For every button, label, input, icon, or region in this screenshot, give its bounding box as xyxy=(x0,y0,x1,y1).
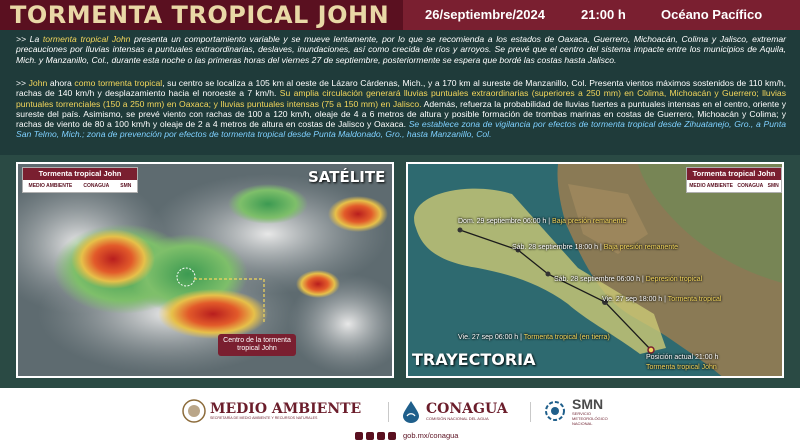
forecast-point-label: Dom. 29 septiembre 06:00 h | Baja presión remanente xyxy=(458,218,627,225)
badge-logo-smn: SMN xyxy=(120,183,132,189)
storm-center-label: Centro de la tormenta tropical John xyxy=(218,334,296,356)
youtube-icon[interactable] xyxy=(377,432,385,440)
footer-divider xyxy=(530,402,531,422)
medio-ambiente-logo xyxy=(182,398,361,424)
medio-ambiente-sub: SECRETARÍA DE MEDIO AMBIENTE Y RECURSOS NATURALES xyxy=(210,416,318,420)
trajectory-label: TRAYECTORIA xyxy=(412,350,536,369)
current-position-status: Tormenta tropical John xyxy=(646,364,717,371)
current-position-label: Posición actual 21:00 h xyxy=(646,354,719,361)
forecast-point-label: Sáb. 28 septiembre 18:00 h | Baja presión remanente xyxy=(512,244,679,251)
bulletin-text-segment: tormenta tropical John xyxy=(42,34,131,44)
satellite-label: SATÉLITE xyxy=(308,168,386,186)
social-links xyxy=(355,431,458,440)
badge-logo-smn: SMN xyxy=(767,183,779,189)
ocean-name: Océano Pacífico xyxy=(661,7,763,22)
footer-divider xyxy=(388,402,389,422)
smn-emblem-icon xyxy=(542,399,568,423)
forecast-point-label: Sáb. 28 septiembre 06:00 h | Depresión tropical xyxy=(554,276,703,283)
conagua-name: CONAGUA xyxy=(426,400,508,417)
satellite-badge-title: Tormenta tropical John xyxy=(23,168,137,180)
smn-sub: SERVICIO METEOROLÓGICO NACIONAL xyxy=(572,410,608,426)
bulletin-time: 21:00 h xyxy=(581,7,626,22)
instagram-icon[interactable] xyxy=(388,432,396,440)
forecast-point-label: Vie. 27 sep 06:00 h | Tormenta tropical (en tierra) xyxy=(458,334,610,341)
bulletin-text-segment: Su amplia circulación generará lluvias puntuales extraordinarias (superiores a 250 mm) en Colima, Michoacán y Guerrero; lluvias puntuales torrenciales (150 a 250 mm) en Oaxaca; y lluvias puntuales intensas (75 a 150 mm) en Jalisco. xyxy=(16,88,786,109)
badge-logo-conagua: CONAGUA xyxy=(737,183,764,189)
bulletin-text-segment: ahora xyxy=(47,78,75,88)
medio-ambiente-name: MEDIO AMBIENTE xyxy=(210,401,362,417)
badge-logo-medio-ambiente: MEDIO AMBIENTE xyxy=(689,183,733,189)
bulletin-text-segment: John xyxy=(28,78,48,88)
bulletin-date: 26/septiembre/2024 xyxy=(425,7,545,22)
bulletin-text-segment: , su centro se localiza a 105 km al oeste de Lázaro Cárdenas, Mich., y a 170 km al sureste de Manzanillo, Col. Presenta vientos máximos sostenidos de 110 km/h, rachas de 140 km/h y desplazamiento hacia el noroeste a 7 km/h. xyxy=(16,78,786,99)
conagua-logo xyxy=(400,398,508,424)
bulletin-text-segment: Además, refuerza la probabilidad de lluvias fuertes a puntuales intensas en el centro, oriente y sureste del país. Asimismo, se prevé viento con rachas de 100 a 120 km/h, oleaje de 4 a 6 metros de altura y posible formación de trombas marinas en costas de Guerrero, Michoacán y Colima; y rachas de viento de 80 a 100 km/h y oleaje de 2 a 4 metros de altura en costas de Jalisco y Oaxaca. xyxy=(16,98,787,130)
smn-logo xyxy=(542,395,612,426)
facebook-icon[interactable] xyxy=(355,432,363,440)
trajectory-panel xyxy=(406,162,784,378)
badge-logo-medio-ambiente: MEDIO AMBIENTE xyxy=(28,183,73,189)
trajectory-map xyxy=(408,164,784,378)
medio-ambiente-emblem-icon xyxy=(182,399,206,423)
satellite-panel xyxy=(16,162,394,378)
bulletin-text-segment: presenta un comportamiento variable y se mueve lentamente, por lo que se recomienda a los estados de Oaxaca, Guerrero, Michoacán, Colima y Jalisco, extremar precauciones por lluvias intensas a puntuales extraordinarias, deslaves, inundaciones, así como crecida de ríos y arroyos. Se prevé que el centro del sistema impacte entre los municipios de Aquila, Mich. y Manzanillo, Col., durante esta noche o las primeras horas del viernes 27 de septiembre, posteriormente se espera que bordé las costas hasta Jalisco. xyxy=(16,34,787,65)
bulletin-text-segment: >> La xyxy=(16,34,43,44)
badge-logo-conagua: CONAGUA xyxy=(83,183,110,189)
trajectory-badge xyxy=(686,167,782,193)
website-link[interactable]: gob.mx/conagua xyxy=(403,431,459,440)
trajectory-badge-logos xyxy=(687,180,781,192)
conagua-drop-icon xyxy=(400,399,422,423)
forecast-point-label: Vie. 27 sep 18:00 h | Tormenta tropical xyxy=(602,296,722,303)
x-icon[interactable] xyxy=(366,432,374,440)
bulletin-text-segment: como tormenta tropical xyxy=(74,78,163,88)
satellite-badge-logos xyxy=(23,180,137,192)
trajectory-badge-title: Tormenta tropical John xyxy=(687,168,781,180)
bulletin-paragraph-1 xyxy=(16,34,786,65)
bulletin-text-segment: Se establece zona de vigilancia por efectos de tormenta tropical desde Zihuatanejo, Gro., a Punta San Telmo, Mich.; zona de prevención por efectos de tormenta tropical desde Punta Maldonado, Gro., hasta Manzanillo, Col. xyxy=(16,119,786,140)
satellite-image xyxy=(18,164,394,378)
page-title: TORMENTA TROPICAL JOHN xyxy=(10,1,390,29)
smn-name: SMN xyxy=(572,395,604,412)
satellite-badge xyxy=(22,167,138,193)
conagua-sub: COMISIÓN NACIONAL DEL AGUA xyxy=(426,415,489,421)
date-box xyxy=(403,0,800,30)
bulletin-text-segment: >> xyxy=(16,78,29,88)
bulletin-paragraph-2 xyxy=(16,78,786,140)
